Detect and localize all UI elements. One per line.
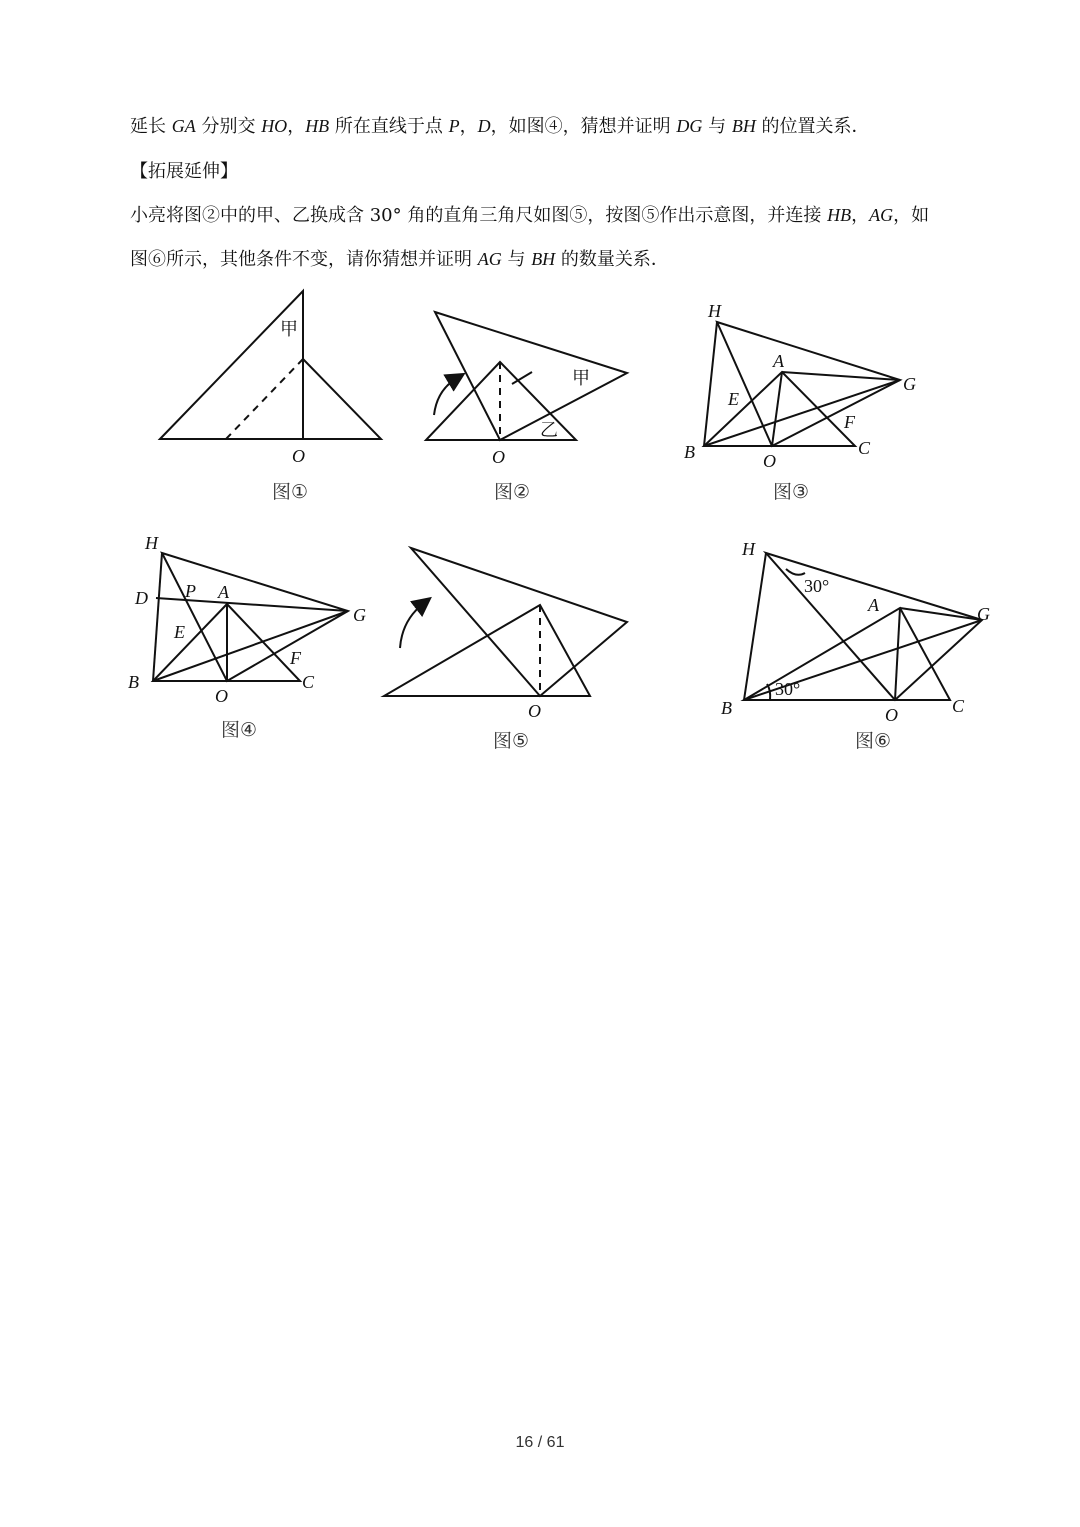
fig4-triangle-hog [162, 553, 348, 681]
fig4-label-a: A [218, 582, 229, 602]
fig6-label-c: C [952, 696, 965, 716]
fig6-label-angle-b: 30° [775, 679, 801, 699]
paragraph-line-4: 图⑥所示，其他条件不变，请你猜想并证明 AG 与 BH 的数量关系． [130, 249, 669, 270]
fig3-label-f: F [844, 412, 855, 432]
fig2-triangle-jia [435, 312, 627, 440]
fig4-label-d: D [135, 588, 148, 608]
fig3-label-b: B [684, 442, 695, 462]
fig6-label-g: G [977, 604, 990, 624]
fig4-label-f: F [290, 648, 301, 668]
fig3-label-g: G [903, 374, 916, 394]
section-heading: 【拓展延伸】 [130, 161, 238, 182]
fig4-label-g: G [353, 605, 366, 625]
figure-6 [721, 539, 990, 752]
fig6-line-oa [895, 608, 900, 700]
fig5-triangle-jia [411, 548, 627, 696]
fig6-label-a: A [868, 595, 879, 615]
figure-5 [384, 548, 627, 752]
figure-4 [128, 533, 366, 741]
fig1-triangle-jia [160, 291, 303, 439]
fig3-caption: 图③ [773, 481, 810, 503]
fig6-label-h: H [742, 539, 755, 559]
fig3-label-h: H [708, 301, 721, 321]
fig2-label-o: O [492, 447, 505, 467]
fig4-label-h: H [145, 533, 158, 553]
fig5-triangle-yi [384, 605, 590, 696]
fig4-label-o: O [215, 686, 228, 706]
fig6-line-ag [900, 608, 982, 620]
fig6-line-hb [744, 553, 766, 700]
fig5-caption: 图⑤ [493, 730, 530, 752]
fig4-label-c: C [302, 672, 315, 692]
fig3-label-o: O [763, 451, 776, 471]
fig2-label-yi: 乙 [540, 420, 558, 440]
fig5-label-o: O [528, 701, 541, 721]
fig6-label-angle-h: 30° [804, 576, 830, 596]
fig6-caption: 图⑥ [855, 730, 892, 752]
fig2-rotate-arrow-icon [434, 378, 457, 415]
fig6-angle-arc-h [786, 569, 805, 575]
fig1-caption: 图① [272, 481, 309, 503]
fig3-line-ag [782, 372, 900, 380]
fig3-label-e: E [728, 389, 739, 409]
fig1-label-jia: 甲 [280, 319, 298, 339]
fig4-caption: 图④ [221, 719, 258, 741]
paragraph-line-3: 小亮将图②中的甲、乙换成含 30° 角的直角三角尺如图⑤，按图⑤作出示意图，并连接 HB，AG，如 [130, 205, 930, 226]
paragraph-line-1: 延长 GA 分别交 HO，HB 所在直线于点 P，D，如图④，猜想并证明 DG 与 BH 的位置关系． [130, 116, 870, 137]
fig3-label-a: A [773, 351, 784, 371]
fig3-line-hb [704, 322, 717, 446]
fig4-label-e: E [174, 622, 185, 642]
fig3-label-c: C [858, 438, 871, 458]
fig3-triangle-hog [717, 322, 900, 446]
fig3-line-oa [772, 372, 782, 446]
fig4-line-hb [153, 553, 162, 681]
figure-1 [160, 291, 381, 503]
fig1-label-o: O [292, 446, 305, 466]
fig6-label-b: B [721, 698, 732, 718]
fig1-triangle-yi [160, 359, 381, 439]
fig2-label-jia: 甲 [572, 368, 590, 388]
fig2-caption: 图② [494, 481, 531, 503]
fig4-label-p: P [185, 581, 196, 601]
fig4-label-b: B [128, 672, 139, 692]
fig1-dashed-line [226, 359, 303, 439]
figure-3 [684, 301, 916, 503]
fig5-rotate-arrow-icon [400, 603, 424, 648]
page-number: 16 / 61 [515, 1434, 565, 1451]
fig6-label-o: O [885, 705, 898, 725]
figure-2 [426, 312, 627, 503]
